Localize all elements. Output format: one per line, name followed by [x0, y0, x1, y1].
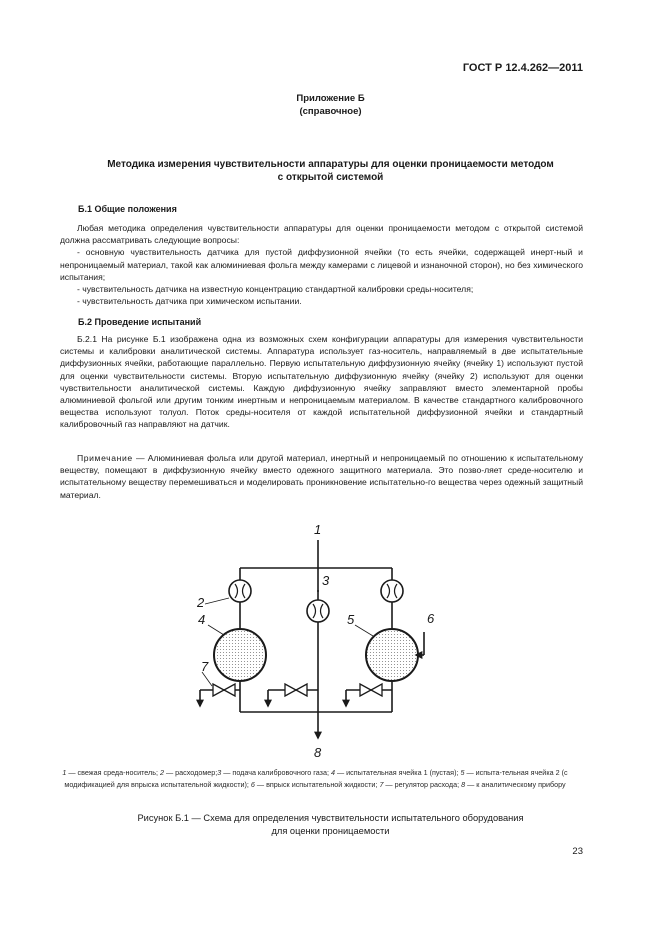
figure-legend: [46, 767, 584, 790]
legend-text: — впрыск испытательной жидкости;: [254, 779, 380, 789]
appendix-heading: [60, 92, 601, 118]
flowmeter-icon: [229, 580, 251, 602]
figure-caption-line1: Рисунок Б.1 — Схема для определения чувствительности испытательного оборудования: [137, 813, 524, 823]
page-number: 23: [572, 846, 583, 857]
note-paragraph: [60, 452, 583, 501]
figure-label-1: 1: [314, 522, 322, 537]
legend-text: — регулятор расхода;: [383, 779, 462, 789]
figure-label-3: 3: [322, 573, 330, 588]
note-text: — Алюминиевая фольга или другой материал, инертный и непроницаемый по отношению к испытательному веществу, помещают в диффузионную ячейку вместо одежного защитного материала. Это позво-ляет среде-носителю и испытательному веществу перемешиваться и моделировать проникновение испытательно-го вещества через одежный защитный материал.: [60, 453, 583, 500]
document-title-line2: с открытой системой: [277, 172, 384, 183]
figure-label-5: 5: [347, 612, 355, 627]
legend-number: 4: [330, 768, 335, 777]
legend-text: — испыта-тельная ячейка 2 (с модификацией для впрыска испытательной жидкости);: [64, 768, 568, 789]
valve-icon: [360, 684, 382, 696]
flowmeter-icon: [307, 600, 329, 622]
test-cell-1-icon: [214, 629, 266, 681]
test-cell-2-icon: [366, 629, 418, 681]
legend-number: 3: [217, 768, 222, 777]
figure-label-4: 4: [198, 612, 206, 627]
section-b1-paragraph: Любая методика определения чувствительности аппаратуры для оценки проницаемости методом с открытой системой должна рассматривать следующие вопросы:: [60, 223, 583, 246]
legend-number: 2: [160, 768, 164, 777]
legend-text: — свежая среда-носитель;: [66, 768, 160, 777]
legend-number: 5: [460, 768, 465, 777]
legend-text: — испытательная ячейка 1 (пустая);: [334, 768, 461, 777]
legend-number: 6: [250, 779, 255, 789]
document-code: ГОСТ Р 12.4.262—2011: [462, 62, 583, 74]
section-b2-heading: Б.2 Проведение испытаний: [78, 317, 202, 327]
figure-caption-line2: для оценки проницаемости: [271, 825, 390, 836]
document-title: [60, 158, 601, 184]
legend-text: — к аналитическому прибору: [465, 779, 566, 789]
figure-label-2: 2: [197, 595, 205, 610]
legend-number: 1: [62, 768, 67, 777]
apparatus-diagram: [180, 516, 470, 764]
valve-icon: [213, 684, 235, 696]
legend-text: — подача калибровочного газа;: [221, 768, 331, 777]
flowmeter-icon: [381, 580, 403, 602]
legend-number: 8: [461, 779, 466, 789]
document-title-line1: Методика измерения чувствительности аппаратуры для оценки проницаемости методом: [107, 159, 554, 170]
section-b1-item-2: - чувствительность датчика на известную концентрацию стандартной калибровки среды-носителя;: [77, 284, 474, 295]
section-b2-text: Б.2.1 На рисунке Б.1 изображена одна из возможных схем конфигурации аппаратуры для измерения чувствительности системы и калибровки аналитической системы. Аппаратура использует газ-носитель, направляемый в две испытательные диффузионных ячейки, работающие параллельно. Первую испытательную диффузионную ячейку (ячейку 1) используют пустой для оценки чувствительности системы. Вторую испытательную диффузионную ячейку (ячейку 2) используют для оценки чувствительности аналитической системы. Каждую диффузионную ячейку заправляют вместо элементарной пробы алюминиевой фольгой или другим тонким инертным и непроницаемым материалом. В качестве стандартного калибровочного вещества используют толуол. Поток среды-носителя от каждой испытательной диффузионной ячейки и стандартный калибровочный газ направляют на датчик.: [60, 334, 583, 430]
figure-label-8: 8: [314, 745, 322, 760]
legend-text: — расходомер;: [164, 768, 218, 777]
figure-label-6: 6: [427, 611, 435, 626]
section-b1-item-3: - чувствительность датчика при химическом испытании.: [77, 296, 302, 307]
note-label: Примечание: [77, 453, 133, 463]
appendix-subtitle: (справочное): [299, 106, 362, 117]
section-b1-heading: Б.1 Общие положения: [78, 204, 177, 214]
section-b2-paragraph: [60, 333, 583, 431]
figure-label-7: 7: [201, 659, 209, 674]
section-b1-item-1: - основную чувствительность датчика для пустой диффузионной ячейки (то есть ячейки, содержащей инерт-ный и непроницаемый материал, такой как алюминиевая фольга между камерами с лицевой и изнаночной сторон), но без химического испытания;: [60, 247, 583, 282]
legend-number: 7: [379, 779, 384, 789]
figure-caption: [60, 812, 601, 837]
appendix-title: Приложение Б: [296, 93, 365, 104]
section-b1-body: [60, 222, 583, 307]
valve-icon: [285, 684, 307, 696]
